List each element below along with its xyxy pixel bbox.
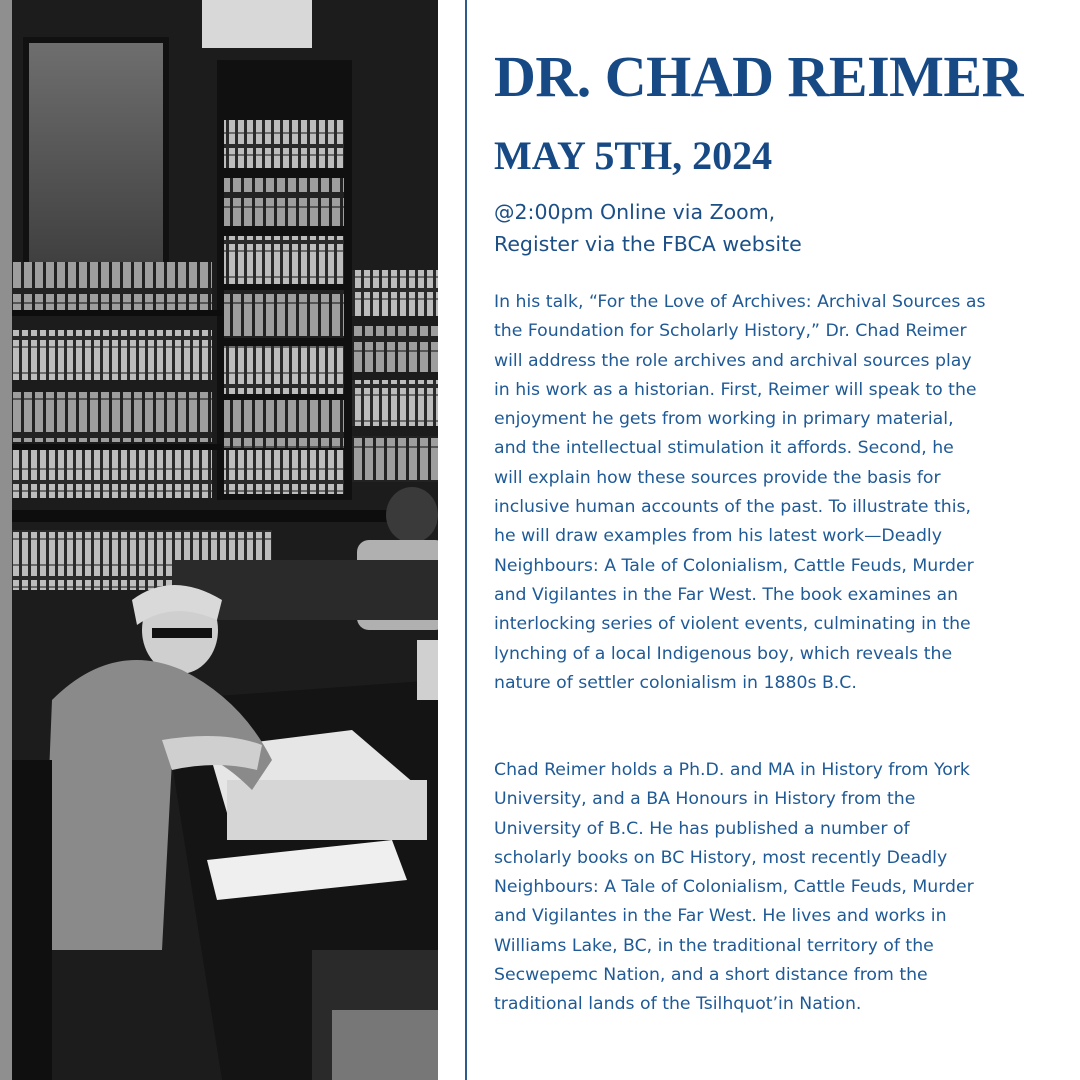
speaker-name-heading: DR. CHAD REIMER (494, 44, 1023, 109)
event-time-location: @2:00pm Online via Zoom, (494, 200, 776, 224)
speaker-bio-line: Williams Lake, BC, in the traditional territory of the (494, 935, 934, 956)
talk-description-line: interlocking series of violent events, culminating in the (494, 614, 971, 635)
talk-description-line: and the intellectual stimulation it affords. Second, he (494, 438, 954, 459)
talk-description-line: lynching of a local Indigenous boy, which reveals the (494, 643, 953, 664)
archive-reading-room-photo (12, 0, 438, 1080)
talk-description-line: he will draw examples from his latest work—Deadly (494, 526, 942, 547)
talk-description-line: the Foundation for Scholarly History,” Dr. Chad Reimer (494, 321, 967, 342)
talk-description-line: In his talk, “For the Love of Archives: Archival Sources as (494, 292, 986, 312)
talk-description-line: and Vigilantes in the Far West. The book examines an (494, 584, 959, 605)
talk-description (494, 288, 1054, 698)
photo-illustration (12, 0, 438, 1080)
talk-description-line: will address the role archives and archival sources play (494, 350, 972, 371)
talk-description-line: inclusive human accounts of the past. To illustrate this, (494, 497, 972, 518)
vertical-divider (465, 0, 467, 1080)
talk-description-line: will explain how these sources provide the basis for (494, 467, 941, 488)
left-gray-strip (0, 0, 12, 1080)
talk-description-line: nature of settler colonialism in 1880s B.C. (494, 672, 857, 693)
talk-description-line: in his work as a historian. First, Reimer will speak to the (494, 379, 977, 400)
event-details (494, 196, 1054, 260)
speaker-bio-line: Neighbours: A Tale of Colonialism, Cattle Feuds, Murder (494, 877, 974, 898)
event-date: MAY 5TH, 2024 (494, 133, 773, 178)
speaker-bio-line: traditional lands of the Tsilhquot’in Nation. (494, 994, 862, 1015)
speaker-bio-line: Chad Reimer holds a Ph.D. and MA in History from York (494, 760, 970, 780)
speaker-bio-line: University, and a BA Honours in History from the (494, 789, 916, 810)
speaker-bio-line: and Vigilantes in the Far West. He lives and works in (494, 906, 947, 927)
event-registration-note: Register via the FBCA website (494, 232, 802, 256)
speaker-bio-line: scholarly books on BC History, most recently Deadly (494, 847, 948, 868)
speaker-bio-line: University of B.C. He has published a number of (494, 818, 910, 839)
talk-description-line: Neighbours: A Tale of Colonialism, Cattle Feuds, Murder (494, 555, 974, 576)
speaker-bio (494, 756, 1054, 1020)
talk-description-line: enjoyment he gets from working in primary material, (494, 409, 954, 430)
speaker-bio-line: Secwepemc Nation, and a short distance from the (494, 965, 928, 986)
